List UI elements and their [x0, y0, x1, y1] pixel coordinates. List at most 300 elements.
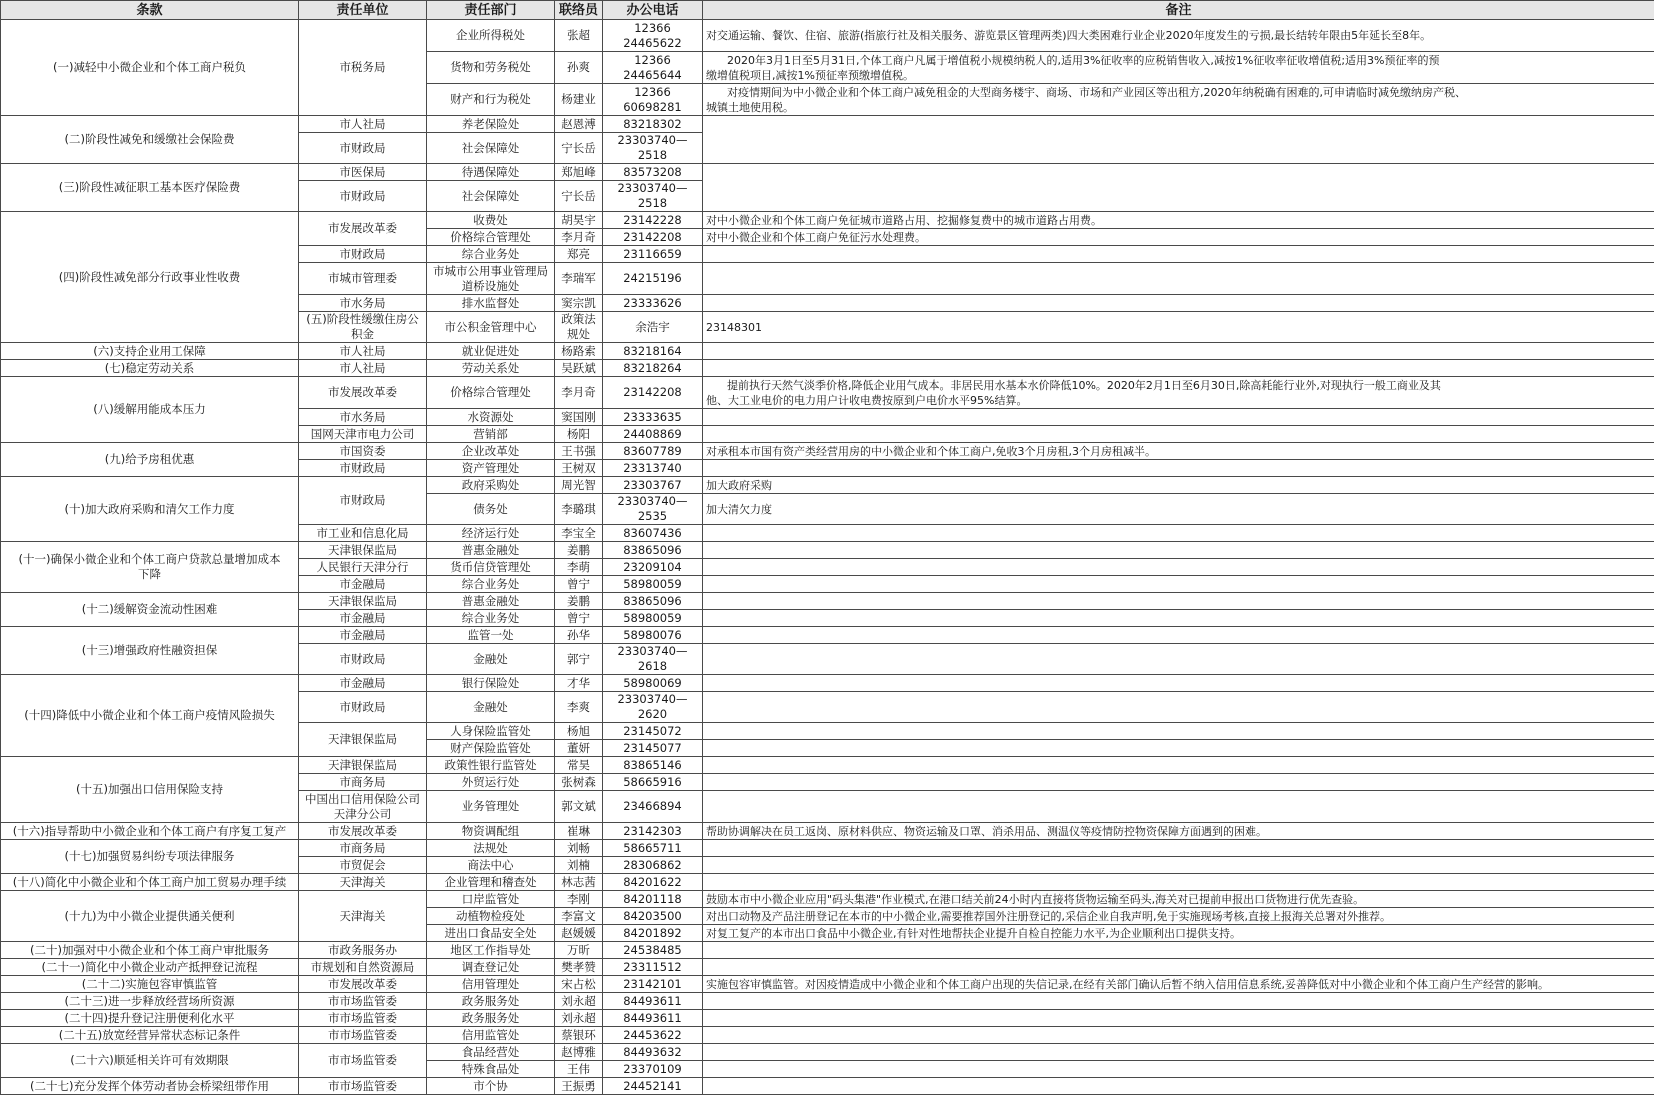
table-row — [1, 212, 1654, 229]
clause-cell: (三)阶段性减征职工基本医疗保险费 — [1, 164, 299, 212]
remarks-cell — [703, 993, 1654, 1010]
table-row — [1, 1078, 1654, 1095]
phone-cell: 83865096 — [603, 542, 703, 559]
table-row — [1, 891, 1654, 908]
unit-cell: 市财政局 — [299, 181, 427, 212]
table-row — [1, 477, 1654, 494]
phone-cell: 余浩宇 — [603, 312, 703, 343]
liaison-cell: 樊孝赞 — [555, 959, 603, 976]
clause-cell: (七)稳定劳动关系 — [1, 360, 299, 377]
department-cell: 特殊食品处 — [427, 1061, 555, 1078]
department-cell: 企业管理和稽查处 — [427, 874, 555, 891]
department-cell: 政务服务处 — [427, 993, 555, 1010]
clause-cell: (二十二)实施包容审慎监管 — [1, 976, 299, 993]
unit-cell: 市人社局 — [299, 343, 427, 360]
department-cell: 资产管理处 — [427, 460, 555, 477]
department-cell: 金融处 — [427, 644, 555, 675]
unit-cell: 市税务局 — [299, 20, 427, 116]
department-cell: 物资调配组 — [427, 823, 555, 840]
liaison-cell: 李刚 — [555, 891, 603, 908]
header-responsible-unit: 责任单位 — [299, 1, 427, 20]
remarks-cell — [703, 460, 1654, 477]
unit-cell: (五)阶段性缓缴住房公积金 — [299, 312, 427, 343]
phone-cell: 83218264 — [603, 360, 703, 377]
department-cell: 市公积金管理中心 — [427, 312, 555, 343]
liaison-cell: 王书强 — [555, 443, 603, 460]
unit-cell: 天津海关 — [299, 874, 427, 891]
liaison-cell: 李富文 — [555, 908, 603, 925]
remarks-cell: 对交通运输、餐饮、住宿、旅游(指旅行社及相关服务、游览景区管理两类)四大类困难行业企业2020年度发生的亏损,最长结转年限由5年延长至8年。 — [703, 20, 1654, 52]
department-cell: 企业所得税处 — [427, 20, 555, 52]
phone-cell: 58665711 — [603, 840, 703, 857]
department-cell: 监管一处 — [427, 627, 555, 644]
liaison-cell: 曾宁 — [555, 576, 603, 593]
department-cell: 经济运行处 — [427, 525, 555, 542]
remarks-cell — [703, 644, 1654, 675]
clause-cell: (十八)简化中小微企业和个体工商户加工贸易办理手续 — [1, 874, 299, 891]
phone-cell: 23333635 — [603, 409, 703, 426]
clause-cell: (十五)加强出口信用保险支持 — [1, 757, 299, 823]
phone-cell: 84201622 — [603, 874, 703, 891]
remarks-cell — [703, 1010, 1654, 1027]
remarks-cell: 实施包容审慎监管。对因疫情造成中小微企业和个体工商户出现的失信记录,在经有关部门确认后暂不纳入信用信息系统,妥善降低对中小微企业和个体工商户生产经营的影响。 — [703, 976, 1654, 993]
liaison-cell: 王振勇 — [555, 1078, 603, 1095]
phone-cell: 84493632 — [603, 1044, 703, 1061]
unit-cell: 市财政局 — [299, 477, 427, 525]
unit-cell: 市商务局 — [299, 774, 427, 791]
phone-cell: 83218302 — [603, 116, 703, 133]
department-cell: 综合业务处 — [427, 246, 555, 263]
phone-cell: 58980069 — [603, 675, 703, 692]
remarks-cell: 对复工复产的本市出口食品中小微企业,有针对性地帮扶企业提升自检自控能力水平,为企业顺利出口提供支持。 — [703, 925, 1654, 942]
liaison-cell: 崔琳 — [555, 823, 603, 840]
remarks-cell: 提前执行天然气淡季价格,降低企业用气成本。非居民用水基本水价降低10%。2020年2月1日至6月30日,除高耗能行业外,对现执行一般工商业及其 他、大工业电价的电力用户计收电费按原到户电价水平95%结算。 — [703, 377, 1654, 409]
department-cell: 外贸运行处 — [427, 774, 555, 791]
phone-cell: 23370109 — [603, 1061, 703, 1078]
unit-cell: 市规划和自然资源局 — [299, 959, 427, 976]
table-row — [1, 1010, 1654, 1027]
department-cell: 价格综合管理处 — [427, 377, 555, 409]
remarks-cell — [703, 593, 1654, 610]
unit-cell: 市工业和信息化局 — [299, 525, 427, 542]
liaison-cell: 赵恩溥 — [555, 116, 603, 133]
table-row — [1, 116, 1654, 133]
clause-cell: (十)加大政府采购和清欠工作力度 — [1, 477, 299, 542]
department-cell: 待遇保障处 — [427, 164, 555, 181]
department-cell: 养老保险处 — [427, 116, 555, 133]
remarks-cell — [703, 791, 1654, 823]
department-cell: 市城市公用事业管理局 道桥设施处 — [427, 263, 555, 295]
remarks-cell: 2020年3月1日至5月31日,个体工商户凡属于增值税小规模纳税人的,适用3%征收率的应税销售收入,减按1%征收率征收增值税;适用3%预征率的预 缴增值税项目,减按1%预征率预缴增值税。 — [703, 52, 1654, 84]
department-cell: 货物和劳务税处 — [427, 52, 555, 84]
department-cell: 调查登记处 — [427, 959, 555, 976]
liaison-cell: 刘永超 — [555, 1010, 603, 1027]
clause-cell: (六)支持企业用工保障 — [1, 343, 299, 360]
phone-cell: 24215196 — [603, 263, 703, 295]
phone-cell: 84201118 — [603, 891, 703, 908]
clause-cell: (二十一)简化中小微企业动产抵押登记流程 — [1, 959, 299, 976]
table-row — [1, 1027, 1654, 1044]
liaison-cell: 张树森 — [555, 774, 603, 791]
phone-cell: 23142101 — [603, 976, 703, 993]
remarks-cell: 对出口动物及产品注册登记在本市的中小微企业,需要推荐国外注册登记的,采信企业自我声明,免于实施现场考核,直接上报海关总署对外推荐。 — [703, 908, 1654, 925]
liaison-cell: 常昊 — [555, 757, 603, 774]
department-cell: 就业促进处 — [427, 343, 555, 360]
phone-cell: 12366 24465644 — [603, 52, 703, 84]
unit-cell: 市金融局 — [299, 627, 427, 644]
remarks-cell — [703, 692, 1654, 723]
department-cell: 财产和行为税处 — [427, 84, 555, 116]
phone-cell: 23303740—2518 — [603, 133, 703, 164]
remarks-cell — [703, 959, 1654, 976]
liaison-cell: 赵媛媛 — [555, 925, 603, 942]
department-cell: 水资源处 — [427, 409, 555, 426]
department-cell: 进出口食品安全处 — [427, 925, 555, 942]
table-row — [1, 377, 1654, 409]
unit-cell: 市政务服务办 — [299, 942, 427, 959]
liaison-cell: 孙华 — [555, 627, 603, 644]
department-cell: 价格综合管理处 — [427, 229, 555, 246]
remarks-cell — [703, 757, 1654, 774]
table-row — [1, 840, 1654, 857]
unit-cell: 市国资委 — [299, 443, 427, 460]
unit-cell: 市财政局 — [299, 692, 427, 723]
phone-cell: 24538485 — [603, 942, 703, 959]
header-row — [1, 1, 1654, 20]
table-row — [1, 593, 1654, 610]
department-cell: 食品经营处 — [427, 1044, 555, 1061]
liaison-cell: 宁长岳 — [555, 181, 603, 212]
liaison-cell: 董妍 — [555, 740, 603, 757]
phone-cell: 23145077 — [603, 740, 703, 757]
liaison-cell: 王伟 — [555, 1061, 603, 1078]
remarks-cell — [703, 263, 1654, 295]
unit-cell: 市发展改革委 — [299, 212, 427, 246]
remarks-cell — [703, 942, 1654, 959]
unit-cell: 市市场监管委 — [299, 1010, 427, 1027]
remarks-cell: 加大政府采购 — [703, 477, 1654, 494]
phone-cell: 58980059 — [603, 610, 703, 627]
unit-cell: 中国出口信用保险公司 天津分公司 — [299, 791, 427, 823]
phone-cell: 12366 60698281 — [603, 84, 703, 116]
phone-cell: 12366 24465622 — [603, 20, 703, 52]
phone-cell: 23142228 — [603, 212, 703, 229]
unit-cell: 市水务局 — [299, 295, 427, 312]
liaison-cell: 郭文斌 — [555, 791, 603, 823]
liaison-cell: 王树双 — [555, 460, 603, 477]
remarks-cell — [703, 675, 1654, 692]
liaison-cell: 杨阳 — [555, 426, 603, 443]
department-cell: 劳动关系处 — [427, 360, 555, 377]
unit-cell: 市城市管理委 — [299, 263, 427, 295]
phone-cell: 24408869 — [603, 426, 703, 443]
department-cell: 信用监管处 — [427, 1027, 555, 1044]
table-row — [1, 20, 1654, 52]
department-cell: 收费处 — [427, 212, 555, 229]
liaison-cell: 孙爽 — [555, 52, 603, 84]
phone-cell: 84493611 — [603, 993, 703, 1010]
table-row — [1, 959, 1654, 976]
table-row — [1, 823, 1654, 840]
header-office-phone: 办公电话 — [603, 1, 703, 20]
remarks-cell — [703, 360, 1654, 377]
remarks-cell — [703, 610, 1654, 627]
liaison-cell: 李瑞军 — [555, 263, 603, 295]
clause-cell: (十三)增强政府性融资担保 — [1, 627, 299, 675]
department-cell: 法规处 — [427, 840, 555, 857]
clause-cell: (二十五)放宽经营异常状态标记条件 — [1, 1027, 299, 1044]
phone-cell: 23303740—2535 — [603, 494, 703, 525]
remarks-cell — [703, 857, 1654, 874]
clause-cell: (十一)确保小微企业和个体工商户贷款总量增加成本 下降 — [1, 542, 299, 593]
table-row — [1, 542, 1654, 559]
phone-cell: 83865146 — [603, 757, 703, 774]
phone-cell: 23466894 — [603, 791, 703, 823]
department-cell: 动植物检疫处 — [427, 908, 555, 925]
phone-cell: 83607789 — [603, 443, 703, 460]
phone-cell: 23145072 — [603, 723, 703, 740]
clause-cell: (十九)为中小微企业提供通关便利 — [1, 891, 299, 942]
department-cell: 业务管理处 — [427, 791, 555, 823]
unit-cell: 市人社局 — [299, 116, 427, 133]
table-row — [1, 1044, 1654, 1061]
remarks-cell — [703, 723, 1654, 740]
liaison-cell: 郑旭峰 — [555, 164, 603, 181]
header-responsible-department: 责任部门 — [427, 1, 555, 20]
phone-cell: 23142208 — [603, 377, 703, 409]
liaison-cell: 万昕 — [555, 942, 603, 959]
department-cell: 政务服务处 — [427, 1010, 555, 1027]
clause-cell: (二)阶段性减免和缓缴社会保险费 — [1, 116, 299, 164]
table-row — [1, 343, 1654, 360]
clause-cell: (四)阶段性减免部分行政事业性收费 — [1, 212, 299, 343]
department-cell: 综合业务处 — [427, 576, 555, 593]
liaison-cell: 杨建业 — [555, 84, 603, 116]
unit-cell: 市贸促会 — [299, 857, 427, 874]
department-cell: 债务处 — [427, 494, 555, 525]
unit-cell: 市市场监管委 — [299, 1044, 427, 1078]
department-cell: 政策性银行监管处 — [427, 757, 555, 774]
department-cell: 地区工作指导处 — [427, 942, 555, 959]
unit-cell: 市财政局 — [299, 246, 427, 263]
department-cell: 口岸监管处 — [427, 891, 555, 908]
remarks-cell — [703, 774, 1654, 791]
clause-cell: (八)缓解用能成本压力 — [1, 377, 299, 443]
phone-cell: 58980076 — [603, 627, 703, 644]
remarks-cell: 23148301 — [703, 312, 1654, 343]
unit-cell: 市市场监管委 — [299, 993, 427, 1010]
liaison-cell: 李月奇 — [555, 229, 603, 246]
department-cell: 信用管理处 — [427, 976, 555, 993]
phone-cell: 23116659 — [603, 246, 703, 263]
department-cell: 政府采购处 — [427, 477, 555, 494]
phone-cell: 84201892 — [603, 925, 703, 942]
phone-cell: 83218164 — [603, 343, 703, 360]
liaison-cell: 李萌 — [555, 559, 603, 576]
phone-cell: 23142303 — [603, 823, 703, 840]
header-clause: 条款 — [1, 1, 299, 20]
liaison-cell: 才华 — [555, 675, 603, 692]
phone-cell: 23303767 — [603, 477, 703, 494]
phone-cell: 23303740—2618 — [603, 644, 703, 675]
unit-cell: 天津银保监局 — [299, 542, 427, 559]
phone-cell: 23142208 — [603, 229, 703, 246]
phone-cell: 84203500 — [603, 908, 703, 925]
unit-cell: 天津银保监局 — [299, 757, 427, 774]
unit-cell: 人民银行天津分行 — [299, 559, 427, 576]
remarks-cell — [703, 116, 1654, 164]
liaison-cell: 宁长岳 — [555, 133, 603, 164]
liaison-cell: 政策法规处 — [555, 312, 603, 343]
unit-cell: 市人社局 — [299, 360, 427, 377]
unit-cell: 市商务局 — [299, 840, 427, 857]
liaison-cell: 曾宁 — [555, 610, 603, 627]
table-row — [1, 443, 1654, 460]
clause-cell: (二十)加强对中小微企业和个体工商户审批服务 — [1, 942, 299, 959]
header-liaison: 联络员 — [555, 1, 603, 20]
phone-cell: 24453622 — [603, 1027, 703, 1044]
phone-cell: 83607436 — [603, 525, 703, 542]
table-row — [1, 627, 1654, 644]
remarks-cell — [703, 874, 1654, 891]
table-row — [1, 360, 1654, 377]
table-row — [1, 874, 1654, 891]
liaison-cell: 姜鹏 — [555, 593, 603, 610]
department-cell: 人身保险监管处 — [427, 723, 555, 740]
remarks-cell — [703, 559, 1654, 576]
liaison-cell: 胡昊宇 — [555, 212, 603, 229]
unit-cell: 市发展改革委 — [299, 823, 427, 840]
remarks-cell — [703, 525, 1654, 542]
unit-cell: 市发展改革委 — [299, 976, 427, 993]
phone-cell: 84493611 — [603, 1010, 703, 1027]
unit-cell: 市水务局 — [299, 409, 427, 426]
phone-cell: 58980059 — [603, 576, 703, 593]
department-cell: 普惠金融处 — [427, 593, 555, 610]
clause-cell: (十四)降低中小微企业和个体工商户疫情风险损失 — [1, 675, 299, 757]
phone-cell: 83573208 — [603, 164, 703, 181]
liaison-cell: 吴跃斌 — [555, 360, 603, 377]
remarks-cell — [703, 426, 1654, 443]
liaison-cell: 窦国刚 — [555, 409, 603, 426]
remarks-cell: 加大清欠力度 — [703, 494, 1654, 525]
clause-cell: (二十四)提升登记注册便利化水平 — [1, 1010, 299, 1027]
unit-cell: 市市场监管委 — [299, 1078, 427, 1095]
remarks-cell: 帮助协调解决在员工返岗、原材料供应、物资运输及口罩、消杀用品、测温仪等疫情防控物资保障方面遇到的困难。 — [703, 823, 1654, 840]
liaison-cell: 刘永超 — [555, 993, 603, 1010]
phone-cell: 24452141 — [603, 1078, 703, 1095]
remarks-cell — [703, 627, 1654, 644]
liaison-cell: 窦宗凯 — [555, 295, 603, 312]
clause-cell: (一)减轻中小微企业和个体工商户税负 — [1, 20, 299, 116]
remarks-cell — [703, 164, 1654, 212]
liaison-cell: 李璐琪 — [555, 494, 603, 525]
remarks-cell — [703, 295, 1654, 312]
unit-cell: 天津海关 — [299, 891, 427, 942]
remarks-cell — [703, 1061, 1654, 1078]
remarks-cell — [703, 1044, 1654, 1061]
phone-cell: 28306862 — [603, 857, 703, 874]
table-row — [1, 164, 1654, 181]
remarks-cell — [703, 576, 1654, 593]
department-cell: 金融处 — [427, 692, 555, 723]
remarks-cell: 对中小微企业和个体工商户免征城市道路占用、挖掘修复费中的城市道路占用费。 — [703, 212, 1654, 229]
department-cell: 普惠金融处 — [427, 542, 555, 559]
remarks-cell — [703, 542, 1654, 559]
table-row — [1, 976, 1654, 993]
department-cell: 市个协 — [427, 1078, 555, 1095]
unit-cell: 市金融局 — [299, 675, 427, 692]
liaison-cell: 刘畅 — [555, 840, 603, 857]
header-remarks: 备注 — [703, 1, 1654, 20]
remarks-cell — [703, 740, 1654, 757]
remarks-cell — [703, 343, 1654, 360]
liaison-cell: 姜鹏 — [555, 542, 603, 559]
unit-cell: 市医保局 — [299, 164, 427, 181]
unit-cell: 天津银保监局 — [299, 593, 427, 610]
phone-cell: 58665916 — [603, 774, 703, 791]
department-cell: 财产保险监管处 — [427, 740, 555, 757]
phone-cell: 23311512 — [603, 959, 703, 976]
clause-cell: (十二)缓解资金流动性困难 — [1, 593, 299, 627]
remarks-cell — [703, 1078, 1654, 1095]
unit-cell: 市发展改革委 — [299, 377, 427, 409]
liaison-cell: 蔡银环 — [555, 1027, 603, 1044]
table-row — [1, 942, 1654, 959]
department-cell: 货币信贷管理处 — [427, 559, 555, 576]
phone-cell: 23303740—2620 — [603, 692, 703, 723]
department-cell: 排水监督处 — [427, 295, 555, 312]
phone-cell: 23333626 — [603, 295, 703, 312]
clause-cell: (二十三)进一步释放经营场所资源 — [1, 993, 299, 1010]
phone-cell: 23209104 — [603, 559, 703, 576]
unit-cell: 市财政局 — [299, 644, 427, 675]
clause-cell: (二十七)充分发挥个体劳动者协会桥梁纽带作用 — [1, 1078, 299, 1095]
unit-cell: 市金融局 — [299, 576, 427, 593]
liaison-cell: 李宝全 — [555, 525, 603, 542]
remarks-cell — [703, 1027, 1654, 1044]
department-cell: 综合业务处 — [427, 610, 555, 627]
remarks-cell — [703, 246, 1654, 263]
table-row — [1, 757, 1654, 774]
remarks-cell: 对疫情期间为中小微企业和个体工商户减免租金的大型商务楼宇、商场、市场和产业园区等出租方,2020年纳税确有困难的,可申请临时减免缴纳房产税、 城镇土地使用税。 — [703, 84, 1654, 116]
department-cell: 企业改革处 — [427, 443, 555, 460]
liaison-cell: 周光智 — [555, 477, 603, 494]
phone-cell: 83865096 — [603, 593, 703, 610]
remarks-cell: 对中小微企业和个体工商户免征污水处理费。 — [703, 229, 1654, 246]
department-cell: 营销部 — [427, 426, 555, 443]
unit-cell: 市财政局 — [299, 460, 427, 477]
clause-cell: (二十六)顺延相关许可有效期限 — [1, 1044, 299, 1078]
table-row — [1, 675, 1654, 692]
unit-cell: 市财政局 — [299, 133, 427, 164]
unit-cell: 市市场监管委 — [299, 1027, 427, 1044]
remarks-cell: 鼓励本市中小微企业应用"码头集港"作业模式,在港口结关前24小时内直接将货物运输至码头,海关对已提前申报出口货物进行优先查验。 — [703, 891, 1654, 908]
clause-cell: (十七)加强贸易纠纷专项法律服务 — [1, 840, 299, 874]
liaison-cell: 李月奇 — [555, 377, 603, 409]
liaison-cell: 赵博雅 — [555, 1044, 603, 1061]
phone-cell: 23303740—2518 — [603, 181, 703, 212]
clause-cell: (十六)指导帮助中小微企业和个体工商户有序复工复产 — [1, 823, 299, 840]
department-cell: 社会保障处 — [427, 181, 555, 212]
department-cell: 银行保险处 — [427, 675, 555, 692]
liaison-cell: 刘楠 — [555, 857, 603, 874]
liaison-cell: 林志茜 — [555, 874, 603, 891]
liaison-cell: 杨旭 — [555, 723, 603, 740]
unit-cell: 市金融局 — [299, 610, 427, 627]
remarks-cell: 对承租本市国有资产类经营用房的中小微企业和个体工商户,免收3个月房租,3个月房租减半。 — [703, 443, 1654, 460]
department-cell: 商法中心 — [427, 857, 555, 874]
